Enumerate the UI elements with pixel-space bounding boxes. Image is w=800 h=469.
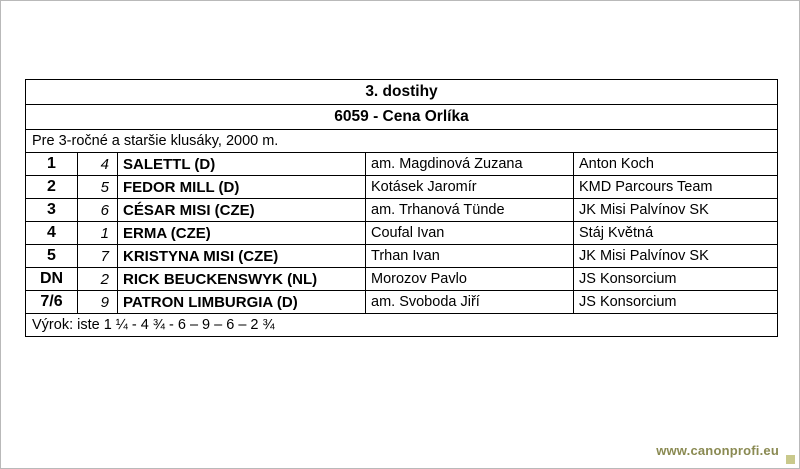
result-driver: am. Trhanová Tünde <box>366 199 574 222</box>
table-row <box>26 153 778 176</box>
result-place: 5 <box>26 245 78 268</box>
result-place: 3 <box>26 199 78 222</box>
result-owner: JS Konsorcium <box>574 291 778 314</box>
table-row <box>26 245 778 268</box>
race-results-table <box>25 79 778 337</box>
table-row <box>26 199 778 222</box>
result-driver: Kotásek Jaromír <box>366 176 574 199</box>
result-number: 9 <box>78 291 118 314</box>
result-horse: PATRON LIMBURGIA (D) <box>118 291 366 314</box>
result-horse: KRISTYNA MISI (CZE) <box>118 245 366 268</box>
table-row <box>26 268 778 291</box>
result-owner: Stáj Květná <box>574 222 778 245</box>
result-place: 2 <box>26 176 78 199</box>
table-row <box>26 176 778 199</box>
result-owner: Anton Koch <box>574 153 778 176</box>
result-horse: CÉSAR MISI (CZE) <box>118 199 366 222</box>
result-number: 7 <box>78 245 118 268</box>
result-driver: Coufal Ivan <box>366 222 574 245</box>
table-conditions-row <box>26 130 778 153</box>
result-place: DN <box>26 268 78 291</box>
result-horse: ERMA (CZE) <box>118 222 366 245</box>
result-owner: JK Misi Palvínov SK <box>574 245 778 268</box>
result-owner: JK Misi Palvínov SK <box>574 199 778 222</box>
table-footer-row <box>26 314 778 337</box>
race-subtitle: 6059 - Cena Orlíka <box>26 105 778 130</box>
result-number: 6 <box>78 199 118 222</box>
result-horse: FEDOR MILL (D) <box>118 176 366 199</box>
result-owner: JS Konsorcium <box>574 268 778 291</box>
result-horse: SALETTL (D) <box>118 153 366 176</box>
race-verdict: Výrok: iste 1 ¼ - 4 ¾ - 6 – 9 – 6 – 2 ¾ <box>26 314 778 337</box>
table-row <box>26 222 778 245</box>
result-place: 4 <box>26 222 78 245</box>
race-conditions: Pre 3-ročné a staršie klusáky, 2000 m. <box>26 130 778 153</box>
result-place: 7/6 <box>26 291 78 314</box>
table-title-row <box>26 80 778 105</box>
result-driver: Morozov Pavlo <box>366 268 574 291</box>
result-driver: am. Magdinová Zuzana <box>366 153 574 176</box>
result-number: 2 <box>78 268 118 291</box>
corner-marker <box>786 455 795 464</box>
result-driver: am. Svoboda Jiří <box>366 291 574 314</box>
result-number: 5 <box>78 176 118 199</box>
result-place: 1 <box>26 153 78 176</box>
result-number: 4 <box>78 153 118 176</box>
watermark: www.canonprofi.eu <box>656 443 779 458</box>
result-driver: Trhan Ivan <box>366 245 574 268</box>
result-owner: KMD Parcours Team <box>574 176 778 199</box>
result-horse: RICK BEUCKENSWYK (NL) <box>118 268 366 291</box>
table-subtitle-row <box>26 105 778 130</box>
table-row <box>26 291 778 314</box>
result-number: 1 <box>78 222 118 245</box>
race-title: 3. dostihy <box>26 80 778 105</box>
